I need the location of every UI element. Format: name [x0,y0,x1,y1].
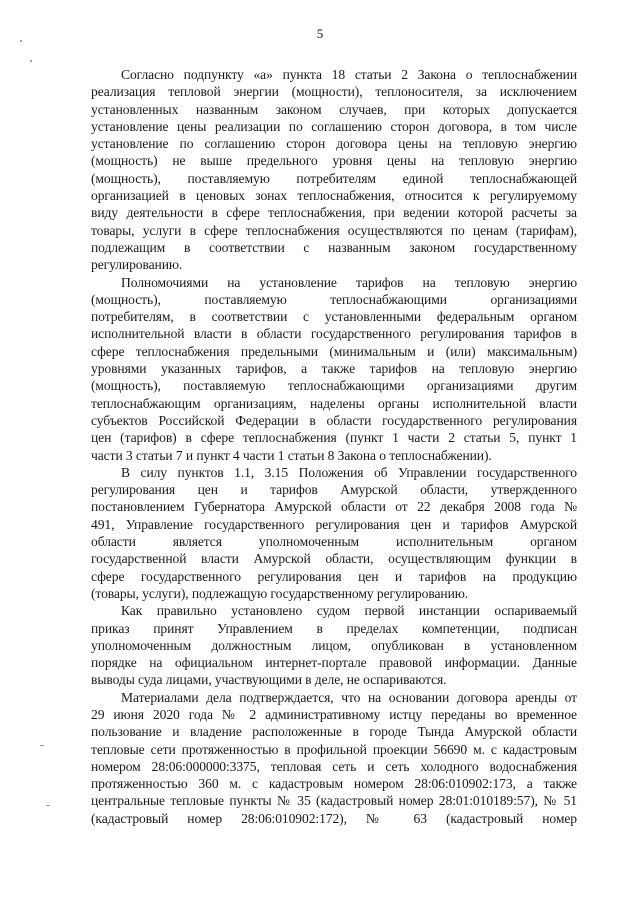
scan-speck [40,745,44,746]
paragraph [91,602,577,688]
scan-speck [30,60,32,62]
text-line: установление цены реализации по соглашению сторон договора, в том числе [91,118,577,134]
text-line: (мощность), поставляемую потребителям единой теплоснабжающей [91,170,577,186]
text-line: установленных названным законом случаев, при которых допускается [91,101,577,117]
text-line: части 3 статьи 7 и пункт 4 части 1 статьи 8 Закона о теплоснабжении). [91,447,492,463]
text-line: номером 28:06:000000:3375, тепловая сеть и сеть холодного водоснабжения [91,758,577,774]
text-line: выводы суда лицами, участвующими в деле, не оспариваются. [91,672,447,688]
text-line: (мощность), поставляемую теплоснабжающими организациями [91,291,577,307]
text-line: (мощность), поставляемую теплоснабжающими организациями другим [91,378,577,394]
text-line: регулирования цен и тарифов Амурской области, утвержденного [91,482,577,498]
text-line: протяженностью 360 м. с кадастровым номером 28:06:010902:173, а также [91,776,577,792]
text-line: уровнями указанных тарифов, а также тарифов на тепловую энергию [91,361,577,377]
text-line: сфере государственного регулирования цен и тарифов на продукцию [91,568,577,584]
document-body [91,66,577,827]
paragraph [91,464,577,602]
text-line: регулированию. [91,257,183,273]
text-line: тепловые сети протяженностью в профильной проекции 56690 м. с кадастровым [91,741,577,757]
paragraph [91,689,577,827]
text-line: постановлением Губернатора Амурской области от 22 декабря 2008 года № [91,499,577,515]
text-line: приказ принят Управлением в пределах компетенции, подписан [91,620,577,636]
text-line: Материалами дела подтверждается, что на основании договора аренды от [121,689,577,705]
text-line: (товары, услуги), подлежащую государственному регулированию. [91,585,469,601]
text-line: сфере теплоснабжения предельными (минимальным и (или) максимальным) [91,343,577,359]
text-line: теплоснабжающим организациям, наделены органы исполнительной власти [91,395,577,411]
text-line: субъектов Российской Федерации в области государственного регулирования [91,412,577,428]
text-line: порядке на официальном интернет-портале правовой информации. Данные [91,655,577,671]
text-line: Как правильно установлено судом первой инстанции оспариваемый [121,603,577,619]
text-line: цен (тарифов) в сфере теплоснабжения (пункт 1 части 2 статьи 5, пункт 1 [91,430,577,446]
text-line: Согласно подпункту «а» пункта 18 статьи 2 Закона о теплоснабжении [121,67,577,82]
text-line: товары, услуги в сфере теплоснабжения осуществляются по ценам (тарифам), [91,222,577,238]
text-line: области является уполномоченным исполнительным органом [91,534,577,550]
paragraph [91,66,577,274]
text-line: установление по соглашению сторон договора цены на тепловую энергию [91,136,577,152]
scan-speck [20,40,22,42]
text-line: (мощность) не выше предельного уровня цены на тепловую энергию [91,153,577,169]
text-line: виду деятельности в сфере теплоснабжения, при ведении которой расчеты за [91,205,577,221]
text-line: (кадастровый номер 28:06:010902:172), № 63 (кадастровый номер [91,810,577,826]
text-line: В силу пунктов 1.1, 3.15 Положения об Управлении государственного [121,464,577,480]
page-number: 5 [316,26,324,41]
text-line: государственной власти Амурской области, осуществляющим функции в [91,551,577,567]
text-line: 491, Управление государственного регулирования цен и тарифов Амурской [91,516,577,532]
text-line: исполнительной власти в области государственного регулирования тарифов в [91,326,577,342]
text-line: уполномоченным должностным лицом, опубликован в установленном [91,637,577,653]
text-line: подлежащим в соответствии с названным законом государственному [91,239,577,255]
text-line: потребителям, в соответствии с установленными федеральным органом [91,309,577,325]
scan-speck [46,805,50,806]
text-line: пользование и владение расположенные в городе Тында Амурской области [91,724,577,740]
text-line: Полномочиями на установление тарифов на тепловую энергию [121,274,577,290]
text-line: центральные тепловые пункты № 35 (кадастровый номер 28:01:010189:57), № 51 [91,793,577,809]
paragraph [91,274,577,464]
text-line: организацией в ценовых зонах теплоснабжения, относится к регулируемому [91,188,577,204]
text-line: реализация тепловой энергии (мощности), теплоносителя, за исключением [91,84,577,100]
text-line: 29 июня 2020 года № 2 административному истцу переданы во временное [91,706,577,722]
